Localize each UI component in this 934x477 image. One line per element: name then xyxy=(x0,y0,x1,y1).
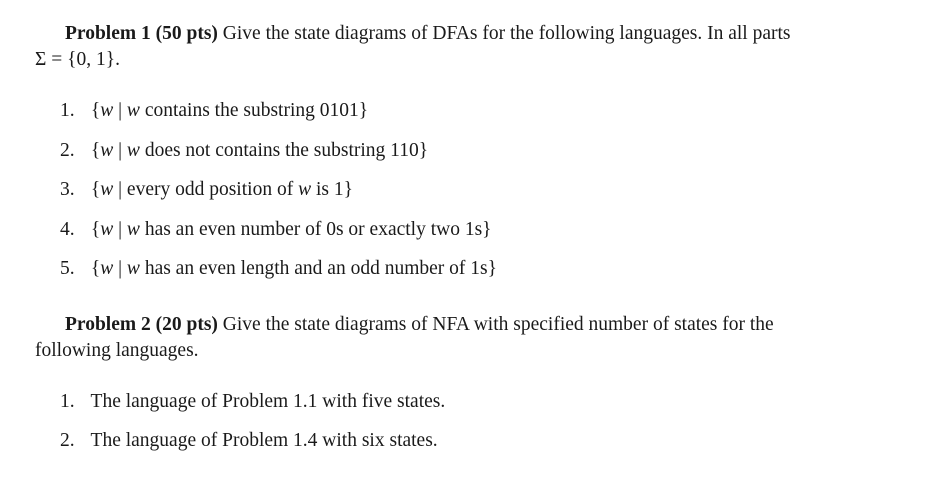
item-variable: w xyxy=(126,258,140,279)
item-number: 3. xyxy=(60,179,75,200)
problem2-item-2 xyxy=(60,429,438,453)
problem2-heading: Problem 2 (20 pts) xyxy=(65,314,218,335)
item-number: 2. xyxy=(60,140,75,161)
item-variable: w xyxy=(126,140,140,161)
item-variable: w xyxy=(100,258,114,279)
item-variable: w xyxy=(298,179,312,200)
item-number: 2. xyxy=(60,430,75,451)
item-text: The language of Problem 1.1 with five states. xyxy=(90,391,446,412)
item-variable: w xyxy=(100,140,114,161)
item-number: 5. xyxy=(60,258,75,279)
problem1-item-2 xyxy=(60,139,428,163)
item-text: | xyxy=(113,258,127,279)
item-text: has an even number of 0s or exactly two 1s} xyxy=(139,219,492,240)
problem1-statement xyxy=(35,21,905,73)
item-text: | xyxy=(113,140,127,161)
item-number: 1. xyxy=(60,100,75,121)
problem1-line1 xyxy=(35,21,905,47)
item-number: 4. xyxy=(60,219,75,240)
problem2-statement xyxy=(35,312,905,364)
item-variable: w xyxy=(126,219,140,240)
item-text: { xyxy=(90,219,101,240)
item-variable: w xyxy=(100,219,114,240)
problem1-item-1 xyxy=(60,99,368,123)
item-text: does not contains the substring 110} xyxy=(139,140,429,161)
problem1-alphabet: Σ = {0, 1}. xyxy=(35,49,120,70)
problem2-intro: Give the state diagrams of NFA with specified number of states for the xyxy=(222,314,774,335)
problem1-item-5 xyxy=(60,257,497,281)
problem2-item-1 xyxy=(60,390,445,414)
item-text: | xyxy=(113,219,127,240)
problem1-item-3 xyxy=(60,178,353,202)
item-text: { xyxy=(90,179,101,200)
problem1-intro: Give the state diagrams of DFAs for the following languages. In all parts xyxy=(222,23,791,44)
item-variable: w xyxy=(100,179,114,200)
problem2-intro-cont: following languages. xyxy=(35,340,199,361)
item-variable: w xyxy=(100,100,114,121)
item-text: | every odd position of xyxy=(113,179,299,200)
problem1-heading: Problem 1 (50 pts) xyxy=(65,23,218,44)
item-variable: w xyxy=(126,100,140,121)
item-text: { xyxy=(90,100,101,121)
item-text: { xyxy=(90,140,101,161)
item-number: 1. xyxy=(60,391,75,412)
item-text: has an even length and an odd number of 1s} xyxy=(139,258,497,279)
item-text: | xyxy=(113,100,127,121)
problem2-line1 xyxy=(35,312,905,338)
problem1-item-4 xyxy=(60,218,492,242)
item-text: { xyxy=(90,258,101,279)
item-text: contains the substring 0101} xyxy=(139,100,369,121)
item-text: is 1} xyxy=(311,179,353,200)
item-text: The language of Problem 1.4 with six states. xyxy=(90,430,438,451)
